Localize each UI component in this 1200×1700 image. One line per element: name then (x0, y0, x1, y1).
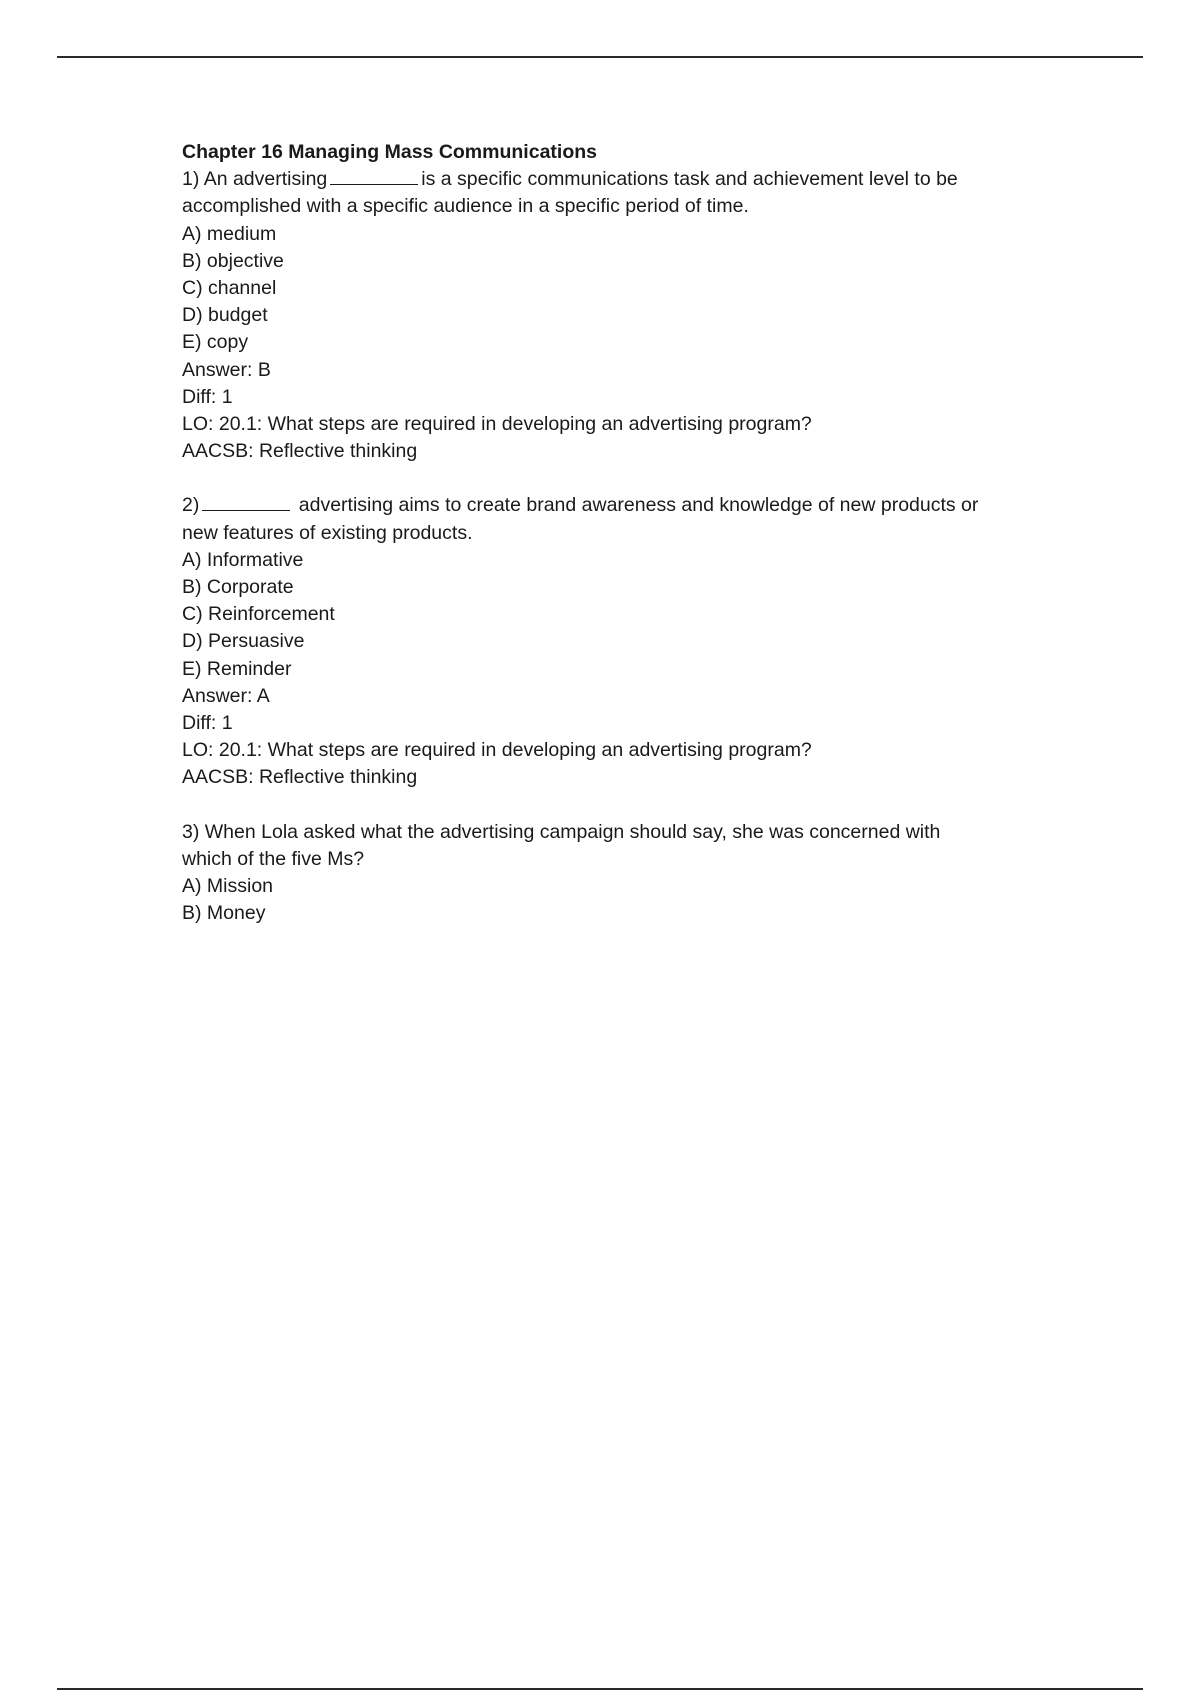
aacsb: AACSB: Reflective thinking (182, 440, 418, 463)
option-b: B) Money (182, 902, 266, 925)
question-3-number: 3) (182, 820, 200, 843)
question-3-stem-line1 (182, 819, 1042, 846)
fill-in-blank (330, 166, 418, 185)
document-body (182, 139, 1042, 927)
answer: Answer: A (182, 684, 270, 707)
question-2-stem-line2: new features of existing products. (182, 521, 473, 544)
option-a: A) Mission (182, 875, 274, 898)
learning-objective: LO: 20.1: What steps are required in developing an advertising program? (182, 739, 812, 762)
question-1-stem-after: is a specific communications task and achievement level to be (421, 168, 958, 191)
question-1-number: 1) (182, 168, 200, 191)
question-2-number: 2) (182, 494, 200, 517)
chapter-title: Chapter 16 Managing Mass Communications (182, 141, 597, 163)
option-d: D) budget (182, 304, 268, 327)
question-2 (182, 492, 1042, 791)
option-e: E) Reminder (182, 657, 292, 680)
question-2-stem-line1 (182, 492, 1042, 519)
fill-in-blank (202, 492, 290, 511)
question-1-stem-line1 (182, 166, 1042, 193)
aacsb: AACSB: Reflective thinking (182, 766, 418, 789)
question-3-stem-line2: which of the five Ms? (182, 847, 365, 870)
question-2-stem-after: advertising aims to create brand awareness and knowledge of new products or (298, 494, 979, 517)
option-c: C) Reinforcement (182, 603, 335, 626)
footer-rule (57, 1688, 1143, 1690)
difficulty: Diff: 1 (182, 712, 233, 735)
option-b: B) objective (182, 249, 284, 272)
option-e: E) copy (182, 331, 249, 354)
spacer (182, 792, 1042, 819)
question-1 (182, 166, 1042, 465)
option-a: A) medium (182, 222, 277, 245)
difficulty: Diff: 1 (182, 385, 233, 408)
option-a: A) Informative (182, 548, 304, 571)
question-1-stem-line2: accomplished with a specific audience in a specific period of time. (182, 195, 749, 218)
spacer (182, 465, 1042, 492)
header-rule (57, 56, 1143, 58)
answer: Answer: B (182, 358, 271, 381)
learning-objective: LO: 20.1: What steps are required in developing an advertising program? (182, 413, 812, 436)
question-3 (182, 819, 1042, 928)
question-3-stem-text: When Lola asked what the advertising campaign should say, she was concerned with (204, 820, 941, 843)
option-c: C) channel (182, 277, 277, 300)
option-b: B) Corporate (182, 576, 294, 599)
question-1-stem-before: An advertising (203, 168, 328, 191)
option-d: D) Persuasive (182, 630, 305, 653)
